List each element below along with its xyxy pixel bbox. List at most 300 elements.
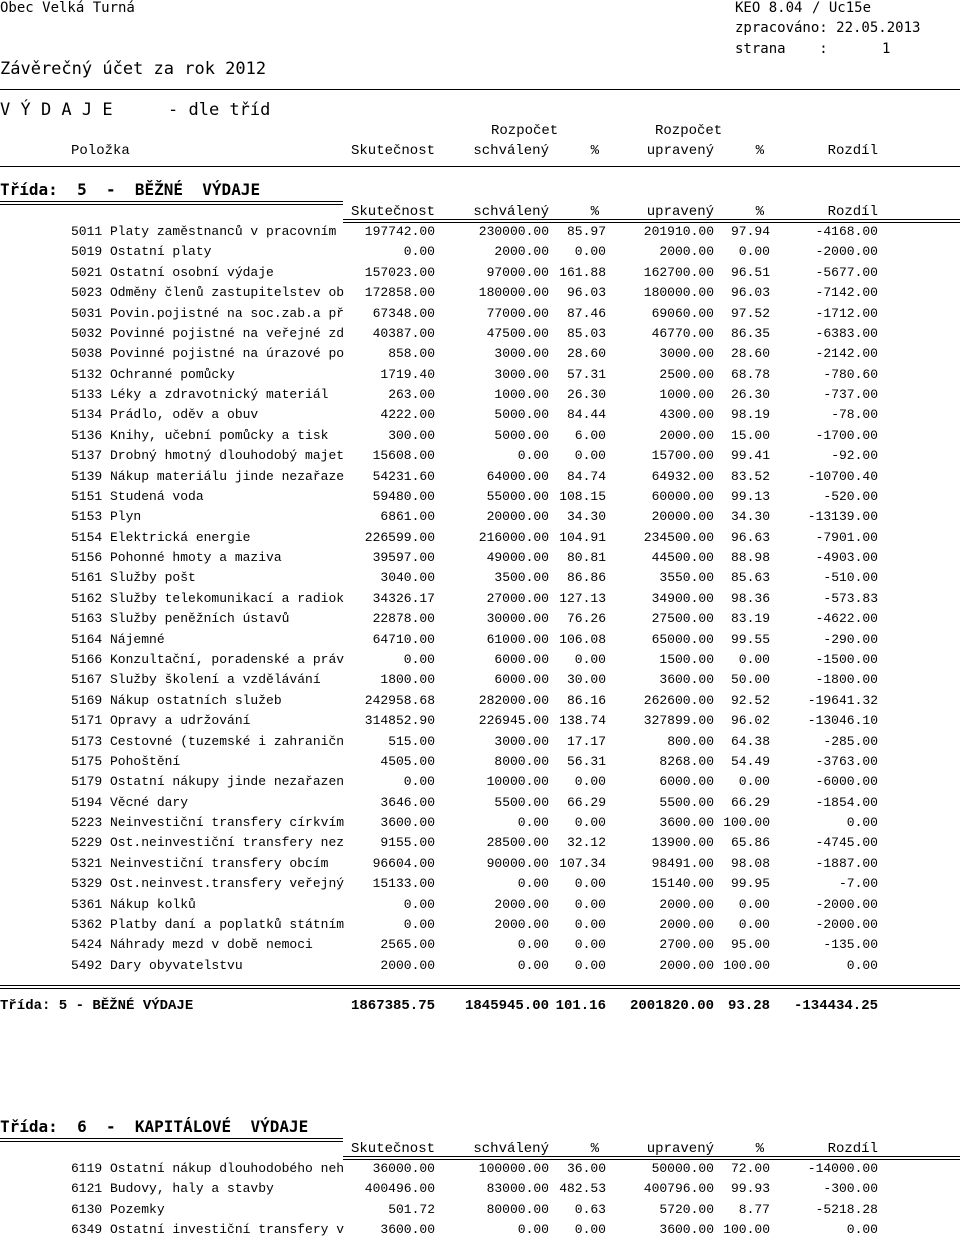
cell-pct-adjusted: 97.52 bbox=[730, 305, 770, 321]
cell-item-name: 5164 Nájemné bbox=[71, 631, 165, 647]
cell-adjusted: 98491.00 bbox=[651, 855, 714, 871]
cell-item-name: 5171 Opravy a udržování bbox=[71, 713, 251, 729]
cell-approved: 3000.00 bbox=[494, 733, 549, 749]
cell-approved: 282000.00 bbox=[478, 692, 549, 708]
cell-pct-approved: 0.63 bbox=[574, 1201, 606, 1217]
cell-actual: 858.00 bbox=[388, 346, 435, 362]
cell-pct-approved: 66.29 bbox=[566, 794, 606, 810]
cell-difference: -5677.00 bbox=[815, 264, 878, 280]
cell-difference: -7142.00 bbox=[815, 285, 878, 301]
cell-approved: 28500.00 bbox=[486, 835, 549, 851]
cell-pct-approved: 56.31 bbox=[566, 753, 606, 769]
table-row bbox=[0, 324, 960, 344]
table-row bbox=[0, 1179, 960, 1199]
cell-item-name: 5173 Cestovné (tuzemské i zahraničn bbox=[71, 733, 345, 749]
cell-pct-approved: 86.86 bbox=[566, 570, 606, 586]
cell-approved: 90000.00 bbox=[486, 855, 549, 871]
program-version: KEO 8.04 bbox=[735, 0, 803, 16]
cell-pct-adjusted: 99.41 bbox=[730, 448, 770, 464]
cell-adjusted: 4300.00 bbox=[659, 407, 714, 423]
cell-approved: 27000.00 bbox=[486, 590, 549, 606]
cell-difference: 0.00 bbox=[846, 957, 878, 973]
cell-pct-adjusted: 83.52 bbox=[730, 468, 770, 484]
cell-actual: 59480.00 bbox=[372, 488, 435, 504]
cell-adjusted: 15140.00 bbox=[651, 876, 714, 892]
table-row bbox=[0, 956, 960, 976]
cell-approved: 83000.00 bbox=[486, 1181, 549, 1197]
class5-col-adjusted: upravený bbox=[646, 204, 714, 220]
table-row bbox=[0, 752, 960, 772]
cell-difference: -19641.32 bbox=[807, 692, 878, 708]
cell-approved: 6000.00 bbox=[494, 651, 549, 667]
cell-adjusted: 201910.00 bbox=[643, 224, 714, 239]
cell-pct-adjusted: 96.51 bbox=[730, 264, 770, 280]
cell-difference: -1712.00 bbox=[815, 305, 878, 321]
table-row bbox=[0, 365, 960, 385]
cell-pct-approved: 80.81 bbox=[566, 550, 606, 566]
cell-actual: 6861.00 bbox=[380, 509, 435, 525]
cell-adjusted: 2000.00 bbox=[659, 427, 714, 443]
cell-difference: -6383.00 bbox=[815, 325, 878, 341]
cell-pct-approved: 482.53 bbox=[559, 1181, 606, 1197]
class6-col-pct-adjusted: % bbox=[755, 1141, 764, 1157]
cell-difference: -7901.00 bbox=[815, 529, 878, 545]
cell-adjusted: 20000.00 bbox=[651, 509, 714, 525]
cell-pct-approved: 17.17 bbox=[566, 733, 606, 749]
cell-item-name: 5179 Ostatní nákupy jinde nezařazen bbox=[71, 774, 345, 790]
cell-approved: 3000.00 bbox=[494, 366, 549, 382]
cell-difference: -4622.00 bbox=[815, 611, 878, 627]
cell-pct-adjusted: 99.93 bbox=[730, 1181, 770, 1197]
cell-item-name: 5329 Ost.neinvest.transfery veřejný bbox=[71, 876, 345, 892]
cell-approved: 230000.00 bbox=[478, 224, 549, 239]
cell-approved: 3500.00 bbox=[494, 570, 549, 586]
cell-pct-approved: 32.12 bbox=[566, 835, 606, 851]
cell-item-name: 5038 Povinné pojistné na úrazové po bbox=[71, 346, 345, 362]
cell-item-name: 5162 Služby telekomunikací a radiok bbox=[71, 590, 345, 606]
cell-approved: 20000.00 bbox=[486, 509, 549, 525]
table-row bbox=[0, 528, 960, 548]
table-row bbox=[0, 426, 960, 446]
cell-pct-adjusted: 68.78 bbox=[730, 366, 770, 382]
cell-adjusted: 162700.00 bbox=[643, 264, 714, 280]
class5-total-approved: 1845945.00 bbox=[464, 998, 549, 1014]
cell-pct-adjusted: 0.00 bbox=[738, 896, 770, 912]
cell-adjusted: 400796.00 bbox=[643, 1181, 714, 1197]
cell-difference: -10700.40 bbox=[807, 468, 878, 484]
table-row bbox=[0, 507, 960, 527]
cell-difference: -285.00 bbox=[823, 733, 878, 749]
cell-adjusted: 1500.00 bbox=[659, 651, 714, 667]
cell-item-name: 5153 Plyn bbox=[71, 509, 142, 525]
cell-actual: 3040.00 bbox=[380, 570, 435, 586]
cell-adjusted: 60000.00 bbox=[651, 488, 714, 504]
cell-pct-adjusted: 15.00 bbox=[730, 427, 770, 443]
cell-pct-adjusted: 85.63 bbox=[730, 570, 770, 586]
table-row bbox=[0, 895, 960, 915]
cell-difference: -1700.00 bbox=[815, 427, 878, 443]
class5-total-adjusted: 2001820.00 bbox=[629, 998, 714, 1014]
table-row bbox=[0, 813, 960, 833]
cell-adjusted: 3000.00 bbox=[659, 346, 714, 362]
cell-item-name: 5136 Knihy, učební pomůcky a tisk bbox=[71, 427, 329, 443]
table-row bbox=[0, 1220, 960, 1240]
page-label: strana : bbox=[735, 41, 828, 57]
cell-item-name: 6130 Pozemky bbox=[71, 1201, 165, 1217]
cell-pct-approved: 28.60 bbox=[566, 346, 606, 362]
cell-adjusted: 27500.00 bbox=[651, 611, 714, 627]
cell-pct-adjusted: 100.00 bbox=[723, 815, 770, 831]
cell-approved: 5000.00 bbox=[494, 427, 549, 443]
table-row bbox=[0, 304, 960, 324]
cell-pct-approved: 87.46 bbox=[566, 305, 606, 321]
cell-item-name: 6349 Ostatní investiční transfery v bbox=[71, 1222, 345, 1238]
cell-actual: 4222.00 bbox=[380, 407, 435, 423]
table-row bbox=[0, 915, 960, 935]
cell-actual: 1800.00 bbox=[380, 672, 435, 688]
cell-difference: -2000.00 bbox=[815, 244, 878, 260]
cell-adjusted: 50000.00 bbox=[651, 1161, 714, 1176]
cell-item-name: 5151 Studená voda bbox=[71, 488, 204, 504]
table-row bbox=[0, 263, 960, 283]
cell-approved: 61000.00 bbox=[486, 631, 549, 647]
cell-pct-approved: 0.00 bbox=[574, 876, 606, 892]
cell-actual: 515.00 bbox=[388, 733, 435, 749]
cell-item-name: 5132 Ochranné pomůcky bbox=[71, 366, 235, 382]
cell-actual: 1719.40 bbox=[380, 366, 435, 382]
cell-approved: 0.00 bbox=[517, 937, 549, 953]
cell-difference: -7.00 bbox=[838, 876, 878, 892]
table-row bbox=[0, 772, 960, 792]
table-row bbox=[0, 650, 960, 670]
table-row bbox=[0, 568, 960, 588]
cell-approved: 0.00 bbox=[517, 876, 549, 892]
cell-approved: 180000.00 bbox=[478, 285, 549, 301]
cell-adjusted: 3600.00 bbox=[659, 672, 714, 688]
cell-approved: 64000.00 bbox=[486, 468, 549, 484]
cell-difference: -1800.00 bbox=[815, 672, 878, 688]
cell-actual: 15608.00 bbox=[372, 448, 435, 464]
class6-title: Třída: 6 - KAPITÁLOVÉ VÝDAJE bbox=[0, 1117, 309, 1136]
class6-col-pct-approved: % bbox=[590, 1141, 599, 1157]
report-title: Závěrečný účet za rok 2012 bbox=[0, 59, 267, 79]
cell-pct-adjusted: 96.03 bbox=[730, 285, 770, 301]
table-row bbox=[0, 670, 960, 690]
table-row bbox=[0, 1159, 960, 1179]
cell-adjusted: 65000.00 bbox=[651, 631, 714, 647]
cell-item-name: 5167 Služby školení a vzdělávání bbox=[71, 672, 321, 688]
cell-item-name: 6121 Budovy, haly a stavby bbox=[71, 1181, 274, 1197]
cell-actual: 67348.00 bbox=[372, 305, 435, 321]
cell-difference: -300.00 bbox=[823, 1181, 878, 1197]
cell-difference: -135.00 bbox=[823, 937, 878, 953]
cell-difference: -5218.28 bbox=[815, 1201, 878, 1217]
cell-difference: -2000.00 bbox=[815, 916, 878, 932]
table-row bbox=[0, 589, 960, 609]
cell-difference: -2142.00 bbox=[815, 346, 878, 362]
cell-actual: 9155.00 bbox=[380, 835, 435, 851]
cell-approved: 0.00 bbox=[517, 815, 549, 831]
cell-approved: 0.00 bbox=[517, 957, 549, 973]
cell-pct-approved: 104.91 bbox=[559, 529, 606, 545]
cell-difference: -290.00 bbox=[823, 631, 878, 647]
table-row bbox=[0, 691, 960, 711]
class5-col-approved: schválený bbox=[473, 204, 549, 220]
cell-item-name: 5166 Konzultační, poradenské a práv bbox=[71, 651, 345, 667]
cell-approved: 0.00 bbox=[517, 1222, 549, 1238]
cell-approved: 10000.00 bbox=[486, 774, 549, 790]
municipality-name: Obec Velká Turná bbox=[0, 0, 135, 16]
cell-actual: 3646.00 bbox=[380, 794, 435, 810]
class5-total-row bbox=[0, 996, 960, 1016]
cell-difference: -14000.00 bbox=[807, 1161, 878, 1176]
class5-title: Třída: 5 - BĚŽNÉ VÝDAJE bbox=[0, 180, 261, 199]
cell-actual: 3600.00 bbox=[380, 1222, 435, 1238]
table-row bbox=[0, 833, 960, 853]
cell-difference: 0.00 bbox=[846, 1222, 878, 1238]
cell-actual: 0.00 bbox=[403, 916, 435, 932]
cell-pct-adjusted: 97.94 bbox=[730, 224, 770, 239]
cell-actual: 242958.68 bbox=[364, 692, 435, 708]
cell-pct-adjusted: 96.63 bbox=[730, 529, 770, 545]
col-budget-approved-label: Rozpočet bbox=[491, 123, 559, 139]
cell-difference: -780.60 bbox=[823, 366, 878, 382]
cell-adjusted: 262600.00 bbox=[643, 692, 714, 708]
cell-actual: 2565.00 bbox=[380, 937, 435, 953]
cell-adjusted: 5500.00 bbox=[659, 794, 714, 810]
cell-difference: -510.00 bbox=[823, 570, 878, 586]
cell-approved: 97000.00 bbox=[486, 264, 549, 280]
cell-pct-approved: 57.31 bbox=[566, 366, 606, 382]
cell-adjusted: 3550.00 bbox=[659, 570, 714, 586]
cell-item-name: 5019 Ostatní platy bbox=[71, 244, 212, 260]
cell-item-name: 6119 Ostatní nákup dlouhodobého neh bbox=[71, 1161, 345, 1176]
cell-difference: -13139.00 bbox=[807, 509, 878, 525]
cell-actual: 400496.00 bbox=[364, 1181, 435, 1197]
cell-pct-adjusted: 88.98 bbox=[730, 550, 770, 566]
cell-item-name: 5021 Ostatní osobní výdaje bbox=[71, 264, 274, 280]
section-subtitle: - dle tříd bbox=[168, 100, 271, 120]
cell-pct-approved: 138.74 bbox=[559, 713, 606, 729]
cell-pct-approved: 34.30 bbox=[566, 509, 606, 525]
cell-adjusted: 15700.00 bbox=[651, 448, 714, 464]
table-row bbox=[0, 548, 960, 568]
cell-adjusted: 46770.00 bbox=[651, 325, 714, 341]
cell-actual: 54231.60 bbox=[372, 468, 435, 484]
cell-approved: 8000.00 bbox=[494, 753, 549, 769]
table-row bbox=[0, 630, 960, 650]
cell-adjusted: 3600.00 bbox=[659, 1222, 714, 1238]
cell-pct-adjusted: 98.08 bbox=[730, 855, 770, 871]
cell-pct-adjusted: 50.00 bbox=[730, 672, 770, 688]
cell-item-name: 5139 Nákup materiálu jinde nezařaze bbox=[71, 468, 345, 484]
cell-adjusted: 2000.00 bbox=[659, 957, 714, 973]
cell-adjusted: 327899.00 bbox=[643, 713, 714, 729]
class6-col-difference: Rozdíl bbox=[827, 1141, 878, 1157]
processed-date: zpracováno: 22.05.2013 bbox=[735, 20, 921, 36]
cell-item-name: 5134 Prádlo, oděv a obuv bbox=[71, 407, 259, 423]
cell-pct-adjusted: 8.77 bbox=[738, 1201, 770, 1217]
cell-item-name: 5137 Drobný hmotný dlouhodobý majet bbox=[71, 448, 345, 464]
columns-rule bbox=[0, 166, 960, 167]
cell-pct-adjusted: 0.00 bbox=[738, 651, 770, 667]
class5-total-rule bbox=[0, 985, 960, 989]
cell-approved: 30000.00 bbox=[486, 611, 549, 627]
cell-item-name: 5362 Platby daní a poplatků státním bbox=[71, 916, 345, 932]
class5-total-pct-adjusted: 93.28 bbox=[727, 998, 770, 1014]
cell-adjusted: 2000.00 bbox=[659, 244, 714, 260]
class5-col-actual: Skutečnost bbox=[350, 204, 435, 220]
column-header-row bbox=[0, 142, 960, 160]
cell-item-name: 5321 Neinvestiční transfery obcím bbox=[71, 855, 329, 871]
cell-adjusted: 2000.00 bbox=[659, 896, 714, 912]
cell-actual: 501.72 bbox=[388, 1201, 435, 1217]
cell-actual: 2000.00 bbox=[380, 957, 435, 973]
class6-col-approved: schválený bbox=[473, 1141, 549, 1157]
cell-adjusted: 6000.00 bbox=[659, 774, 714, 790]
cell-pct-approved: 76.26 bbox=[566, 611, 606, 627]
table-row bbox=[0, 732, 960, 752]
cell-pct-adjusted: 65.86 bbox=[730, 835, 770, 851]
class5-col-pct-adjusted: % bbox=[755, 204, 764, 220]
cell-actual: 157023.00 bbox=[364, 264, 435, 280]
cell-actual: 40387.00 bbox=[372, 325, 435, 341]
col-difference: Rozdíl bbox=[827, 143, 878, 159]
cell-item-name: 5361 Nákup kolků bbox=[71, 896, 196, 912]
cell-item-name: 5169 Nákup ostatních služeb bbox=[71, 692, 282, 708]
col-item: Položka bbox=[71, 143, 130, 159]
class5-total-actual: 1867385.75 bbox=[350, 998, 435, 1014]
cell-adjusted: 13900.00 bbox=[651, 835, 714, 851]
cell-adjusted: 180000.00 bbox=[643, 285, 714, 301]
cell-adjusted: 800.00 bbox=[667, 733, 714, 749]
page-number: 1 bbox=[882, 41, 891, 57]
cell-adjusted: 2700.00 bbox=[659, 937, 714, 953]
cell-adjusted: 64932.00 bbox=[651, 468, 714, 484]
cell-actual: 39597.00 bbox=[372, 550, 435, 566]
cell-pct-adjusted: 66.29 bbox=[730, 794, 770, 810]
table-row bbox=[0, 711, 960, 731]
cell-pct-approved: 6.00 bbox=[574, 427, 606, 443]
cell-difference: -4168.00 bbox=[815, 224, 878, 239]
cell-item-name: 5154 Elektrická energie bbox=[71, 529, 251, 545]
table-row bbox=[0, 487, 960, 507]
cell-pct-adjusted: 34.30 bbox=[730, 509, 770, 525]
cell-actual: 3600.00 bbox=[380, 815, 435, 831]
cell-pct-adjusted: 86.35 bbox=[730, 325, 770, 341]
cell-pct-approved: 161.88 bbox=[559, 264, 606, 280]
cell-pct-adjusted: 98.19 bbox=[730, 407, 770, 423]
cell-actual: 226599.00 bbox=[364, 529, 435, 545]
cell-actual: 64710.00 bbox=[372, 631, 435, 647]
cell-approved: 49000.00 bbox=[486, 550, 549, 566]
class5-col-difference: Rozdíl bbox=[827, 204, 878, 220]
table-row bbox=[0, 793, 960, 813]
cell-approved: 100000.00 bbox=[478, 1161, 549, 1176]
cell-pct-adjusted: 72.00 bbox=[730, 1161, 770, 1176]
cell-pct-approved: 96.03 bbox=[566, 285, 606, 301]
cell-pct-approved: 85.97 bbox=[566, 224, 606, 239]
cell-adjusted: 3600.00 bbox=[659, 815, 714, 831]
cell-pct-approved: 36.00 bbox=[566, 1161, 606, 1176]
cell-pct-adjusted: 99.13 bbox=[730, 488, 770, 504]
report-code: / Uc15e bbox=[812, 0, 872, 16]
cell-pct-approved: 0.00 bbox=[574, 815, 606, 831]
cell-pct-adjusted: 54.49 bbox=[730, 753, 770, 769]
cell-pct-adjusted: 26.30 bbox=[730, 387, 770, 403]
table-row bbox=[0, 222, 960, 242]
table-row bbox=[0, 609, 960, 629]
cell-item-name: 5031 Povin.pojistné na soc.zab.a př bbox=[71, 305, 345, 321]
cell-pct-approved: 0.00 bbox=[574, 957, 606, 973]
column-header-budget-row bbox=[0, 122, 960, 140]
cell-actual: 0.00 bbox=[403, 651, 435, 667]
col-approved: schválený bbox=[473, 143, 549, 159]
col-pct-approved: % bbox=[590, 143, 599, 159]
cell-pct-approved: 26.30 bbox=[566, 387, 606, 403]
cell-actual: 96604.00 bbox=[372, 855, 435, 871]
cell-pct-adjusted: 0.00 bbox=[738, 916, 770, 932]
cell-approved: 80000.00 bbox=[486, 1201, 549, 1217]
cell-difference: -92.00 bbox=[831, 448, 878, 464]
col-budget-adjusted-label: Rozpočet bbox=[655, 123, 723, 139]
cell-item-name: 5032 Povinné pojistné na veřejné zd bbox=[71, 325, 345, 341]
cell-difference: -1854.00 bbox=[815, 794, 878, 810]
cell-actual: 4505.00 bbox=[380, 753, 435, 769]
cell-approved: 2000.00 bbox=[494, 896, 549, 912]
table-row bbox=[0, 242, 960, 262]
table-row bbox=[0, 405, 960, 425]
cell-actual: 0.00 bbox=[403, 244, 435, 260]
cell-actual: 300.00 bbox=[388, 427, 435, 443]
cell-pct-approved: 0.00 bbox=[574, 896, 606, 912]
cell-adjusted: 44500.00 bbox=[651, 550, 714, 566]
col-pct-adjusted: % bbox=[755, 143, 764, 159]
cell-pct-adjusted: 83.19 bbox=[730, 611, 770, 627]
cell-difference: -1887.00 bbox=[815, 855, 878, 871]
cell-adjusted: 69060.00 bbox=[651, 305, 714, 321]
cell-pct-approved: 0.00 bbox=[574, 244, 606, 260]
cell-approved: 5500.00 bbox=[494, 794, 549, 810]
section-title: V Ý D A J E bbox=[0, 100, 113, 120]
cell-pct-approved: 85.03 bbox=[566, 325, 606, 341]
header-rule bbox=[0, 89, 960, 90]
cell-actual: 314852.90 bbox=[364, 713, 435, 729]
class6-col-actual: Skutečnost bbox=[350, 1141, 435, 1157]
cell-pct-approved: 84.74 bbox=[566, 468, 606, 484]
cell-pct-adjusted: 0.00 bbox=[738, 244, 770, 260]
cell-pct-approved: 0.00 bbox=[574, 448, 606, 464]
cell-adjusted: 2000.00 bbox=[659, 916, 714, 932]
cell-difference: -737.00 bbox=[823, 387, 878, 403]
cell-actual: 263.00 bbox=[388, 387, 435, 403]
cell-approved: 77000.00 bbox=[486, 305, 549, 321]
cell-pct-approved: 0.00 bbox=[574, 937, 606, 953]
cell-item-name: 5163 Služby peněžních ústavů bbox=[71, 611, 290, 627]
cell-difference: -78.00 bbox=[831, 407, 878, 423]
cell-approved: 47500.00 bbox=[486, 325, 549, 341]
cell-item-name: 5194 Věcné dary bbox=[71, 794, 189, 810]
cell-adjusted: 5720.00 bbox=[659, 1201, 714, 1217]
cell-pct-approved: 84.44 bbox=[566, 407, 606, 423]
cell-pct-approved: 0.00 bbox=[574, 1222, 606, 1238]
cell-item-name: 5492 Dary obyvatelstvu bbox=[71, 957, 243, 973]
table-row bbox=[0, 467, 960, 487]
cell-approved: 2000.00 bbox=[494, 916, 549, 932]
cell-actual: 22878.00 bbox=[372, 611, 435, 627]
cell-actual: 15133.00 bbox=[372, 876, 435, 892]
cell-approved: 5000.00 bbox=[494, 407, 549, 423]
